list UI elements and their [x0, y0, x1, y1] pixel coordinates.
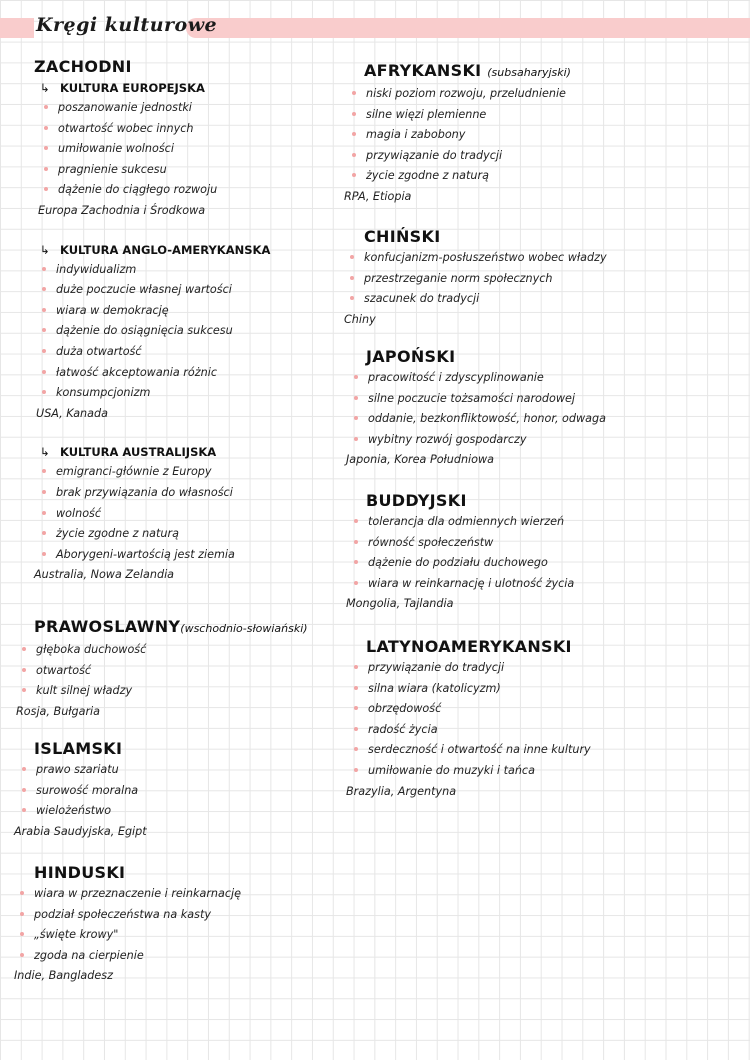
list-item: zgoda na cierpienie: [34, 946, 340, 967]
bullet-icon: [354, 437, 358, 441]
list-item: życie zgodne z naturą: [56, 524, 340, 545]
bullet-icon: [354, 727, 358, 731]
title-banner-left: [0, 18, 34, 38]
subsection-title: KULTURA EUROPEJSKA: [60, 81, 205, 95]
trait-list: [14, 760, 340, 822]
list-item: umiłowanie wolności: [58, 139, 340, 160]
section-heading: BUDDYJSKI: [366, 491, 467, 510]
list-item: duże poczucie własnej wartości: [56, 280, 340, 301]
bullet-icon: [44, 187, 48, 191]
trait-list: [344, 84, 744, 187]
bullet-icon: [42, 469, 46, 473]
bullet-icon: [354, 706, 358, 710]
bullet-icon: [354, 581, 358, 585]
bullet-icon: [42, 328, 46, 332]
bullet-icon: [42, 531, 46, 535]
bullet-icon: [42, 552, 46, 556]
list-item: kult silnej władzy: [36, 681, 340, 702]
section-chinski: [344, 226, 744, 330]
bullet-icon: [22, 808, 26, 812]
bullet-icon: [352, 173, 356, 177]
list-item: surowość moralna: [36, 781, 340, 802]
list-item: serdeczność i otwartość na inne kultury: [368, 740, 744, 761]
section-heading: ZACHODNI: [34, 57, 132, 76]
arrow-icon: ↳: [40, 242, 50, 257]
region-text: Europa Zachodnia i Środkowa: [38, 203, 206, 217]
list-item: łatwość akceptowania różnic: [56, 363, 340, 384]
list-item: wolność: [56, 504, 340, 525]
bullet-icon: [42, 511, 46, 515]
bullet-icon: [22, 647, 26, 651]
list-item: przywiązanie do tradycji: [368, 658, 744, 679]
list-item: konfucjanizm-posłuszeństwo wobec władzy: [364, 248, 744, 269]
list-item: indywidualizm: [56, 260, 340, 281]
bullet-icon: [44, 126, 48, 130]
bullet-icon: [350, 255, 354, 259]
bullet-icon: [352, 112, 356, 116]
list-item: szacunek do tradycji: [364, 289, 744, 310]
trait-list: [14, 884, 340, 966]
section-heading: LATYNOAMERYKANSKI: [366, 637, 572, 656]
subsection-title: KULTURA AUSTRALIJSKA: [60, 445, 217, 460]
region-text: Australia, Nowa Zelandia: [34, 568, 175, 582]
list-item: brak przywiązania do własności: [56, 483, 340, 504]
trait-list: [344, 512, 744, 594]
list-item: życie zgodne z naturą: [366, 166, 744, 187]
region-text: USA, Kanada: [36, 406, 108, 420]
bullet-icon: [352, 132, 356, 136]
bullet-icon: [44, 105, 48, 109]
bullet-icon: [354, 768, 358, 772]
list-item: wiara w reinkarnację i ulotność życia: [368, 574, 744, 595]
region-text: Mongolia, Tajlandia: [346, 597, 454, 611]
section-heading: JAPOŃSKI: [366, 347, 456, 366]
region-text: Arabia Saudyjska, Egipt: [14, 824, 147, 838]
bullet-icon: [20, 932, 24, 936]
list-item: duża otwartość: [56, 342, 340, 363]
list-item: głęboka duchowość: [36, 640, 340, 661]
trait-list: [14, 98, 340, 201]
bullet-icon: [42, 490, 46, 494]
region-text: RPA, Etiopia: [344, 189, 412, 203]
bullet-icon: [22, 688, 26, 692]
section-note: (subsaharyjski): [487, 66, 571, 79]
bullet-icon: [350, 296, 354, 300]
bullet-icon: [22, 767, 26, 771]
list-item: wybitny rozwój gospodarczy: [368, 430, 744, 451]
subsection-australijska: [14, 442, 340, 586]
section-hinduski: [14, 862, 340, 987]
bullet-icon: [44, 146, 48, 150]
section-title: PRAWOSLAWNY: [34, 617, 181, 636]
bullet-icon: [44, 167, 48, 171]
list-item: wiara w demokrację: [56, 301, 340, 322]
list-item: równość społeczeństw: [368, 533, 744, 554]
trait-list: [14, 260, 340, 404]
list-item: wielożeństwo: [36, 801, 340, 822]
bullet-icon: [42, 390, 46, 394]
list-item: silna wiara (katolicyzm): [368, 679, 744, 700]
list-item: dążenie do osiągnięcia sukcesu: [56, 321, 340, 342]
bullet-icon: [22, 788, 26, 792]
bullet-icon: [350, 276, 354, 280]
list-item: pracowitość i zdyscyplinowanie: [368, 368, 744, 389]
list-item: emigranci-głównie z Europy: [56, 462, 340, 483]
subsection-heading: [14, 78, 340, 98]
bullet-icon: [352, 153, 356, 157]
trait-list: [344, 248, 744, 310]
list-item: obrzędowość: [368, 699, 744, 720]
list-item: konsumpcjonizm: [56, 383, 340, 404]
section-heading: CHIŃSKI: [364, 227, 441, 246]
bullet-icon: [354, 375, 358, 379]
list-item: otwartość wobec innych: [58, 119, 340, 140]
region-text: Indie, Bangladesz: [14, 969, 113, 983]
bullet-icon: [354, 540, 358, 544]
region-text: Brazylia, Argentyna: [346, 784, 457, 798]
section-afrykanski: [344, 60, 744, 208]
arrow-icon: ↳: [40, 445, 50, 460]
section-title: AFRYKANSKI: [364, 61, 482, 80]
section-note: (wschodnio-słowiański): [180, 622, 308, 635]
section-buddyjski: [344, 490, 744, 615]
list-item: dążenie do podziału duchowego: [368, 553, 744, 574]
list-item: magia i zabobony: [366, 125, 744, 146]
bullet-icon: [20, 953, 24, 957]
list-item: dążenie do ciągłego rozwoju: [58, 180, 340, 201]
list-item: przestrzeganie norm społecznych: [364, 269, 744, 290]
trait-list: [344, 368, 744, 450]
trait-list: [344, 658, 744, 782]
list-item: „święte krowy": [34, 925, 340, 946]
bullet-icon: [354, 665, 358, 669]
list-item: umiłowanie do muzyki i tańca: [368, 761, 744, 782]
bullet-icon: [42, 349, 46, 353]
list-item: silne poczucie tożsamości narodowej: [368, 389, 744, 410]
list-item: tolerancja dla odmiennych wierzeń: [368, 512, 744, 533]
section-latynoamerykanski: [344, 636, 744, 802]
section-islamski: [14, 738, 340, 842]
bullet-icon: [20, 891, 24, 895]
region-text: Rosja, Bułgaria: [16, 704, 101, 718]
bullet-icon: [22, 668, 26, 672]
subsection-heading: [14, 240, 340, 260]
list-item: przywiązanie do tradycji: [366, 146, 744, 167]
section-prawoslawny: [14, 616, 340, 722]
page-title: Kręgi kulturowe: [36, 14, 218, 36]
bullet-icon: [354, 396, 358, 400]
bullet-icon: [20, 912, 24, 916]
list-item: poszanowanie jednostki: [58, 98, 340, 119]
list-item: otwartość: [36, 661, 340, 682]
subsection-heading: [14, 442, 340, 462]
bullet-icon: [42, 308, 46, 312]
bullet-icon: [354, 747, 358, 751]
section-heading: ISLAMSKI: [34, 739, 123, 758]
section-heading: [14, 616, 340, 640]
title-banner: [186, 18, 750, 38]
list-item: wiara w przeznaczenie i reinkarnację: [34, 884, 340, 905]
list-item: niski poziom rozwoju, przeludnienie: [366, 84, 744, 105]
bullet-icon: [354, 560, 358, 564]
bullet-icon: [354, 519, 358, 523]
list-item: radość życia: [368, 720, 744, 741]
bullet-icon: [354, 686, 358, 690]
trait-list: [14, 462, 340, 565]
arrow-icon: ↳: [40, 81, 50, 95]
bullet-icon: [354, 416, 358, 420]
list-item: oddanie, bezkonfliktowość, honor, odwaga: [368, 409, 744, 430]
region-text: Chiny: [344, 312, 376, 326]
subsection-anglo: [14, 240, 340, 425]
bullet-icon: [42, 370, 46, 374]
region-text: Japonia, Korea Południowa: [346, 453, 494, 467]
bullet-icon: [352, 91, 356, 95]
trait-list: [14, 640, 340, 702]
section-heading: [344, 60, 744, 84]
list-item: pragnienie sukcesu: [58, 160, 340, 181]
list-item: prawo szariatu: [36, 760, 340, 781]
bullet-icon: [42, 287, 46, 291]
section-heading: HINDUSKI: [34, 863, 126, 882]
section-zachodni: [14, 56, 340, 586]
section-japonski: [344, 346, 744, 471]
subsection-title: KULTURA ANGLO-AMERYKANSKA: [60, 242, 271, 257]
bullet-icon: [42, 267, 46, 271]
list-item: podział społeczeństwa na kasty: [34, 905, 340, 926]
list-item: silne więzi plemienne: [366, 105, 744, 126]
subsection-europejska: [14, 78, 340, 222]
list-item: Aborygeni-wartością jest ziemia: [56, 545, 340, 566]
